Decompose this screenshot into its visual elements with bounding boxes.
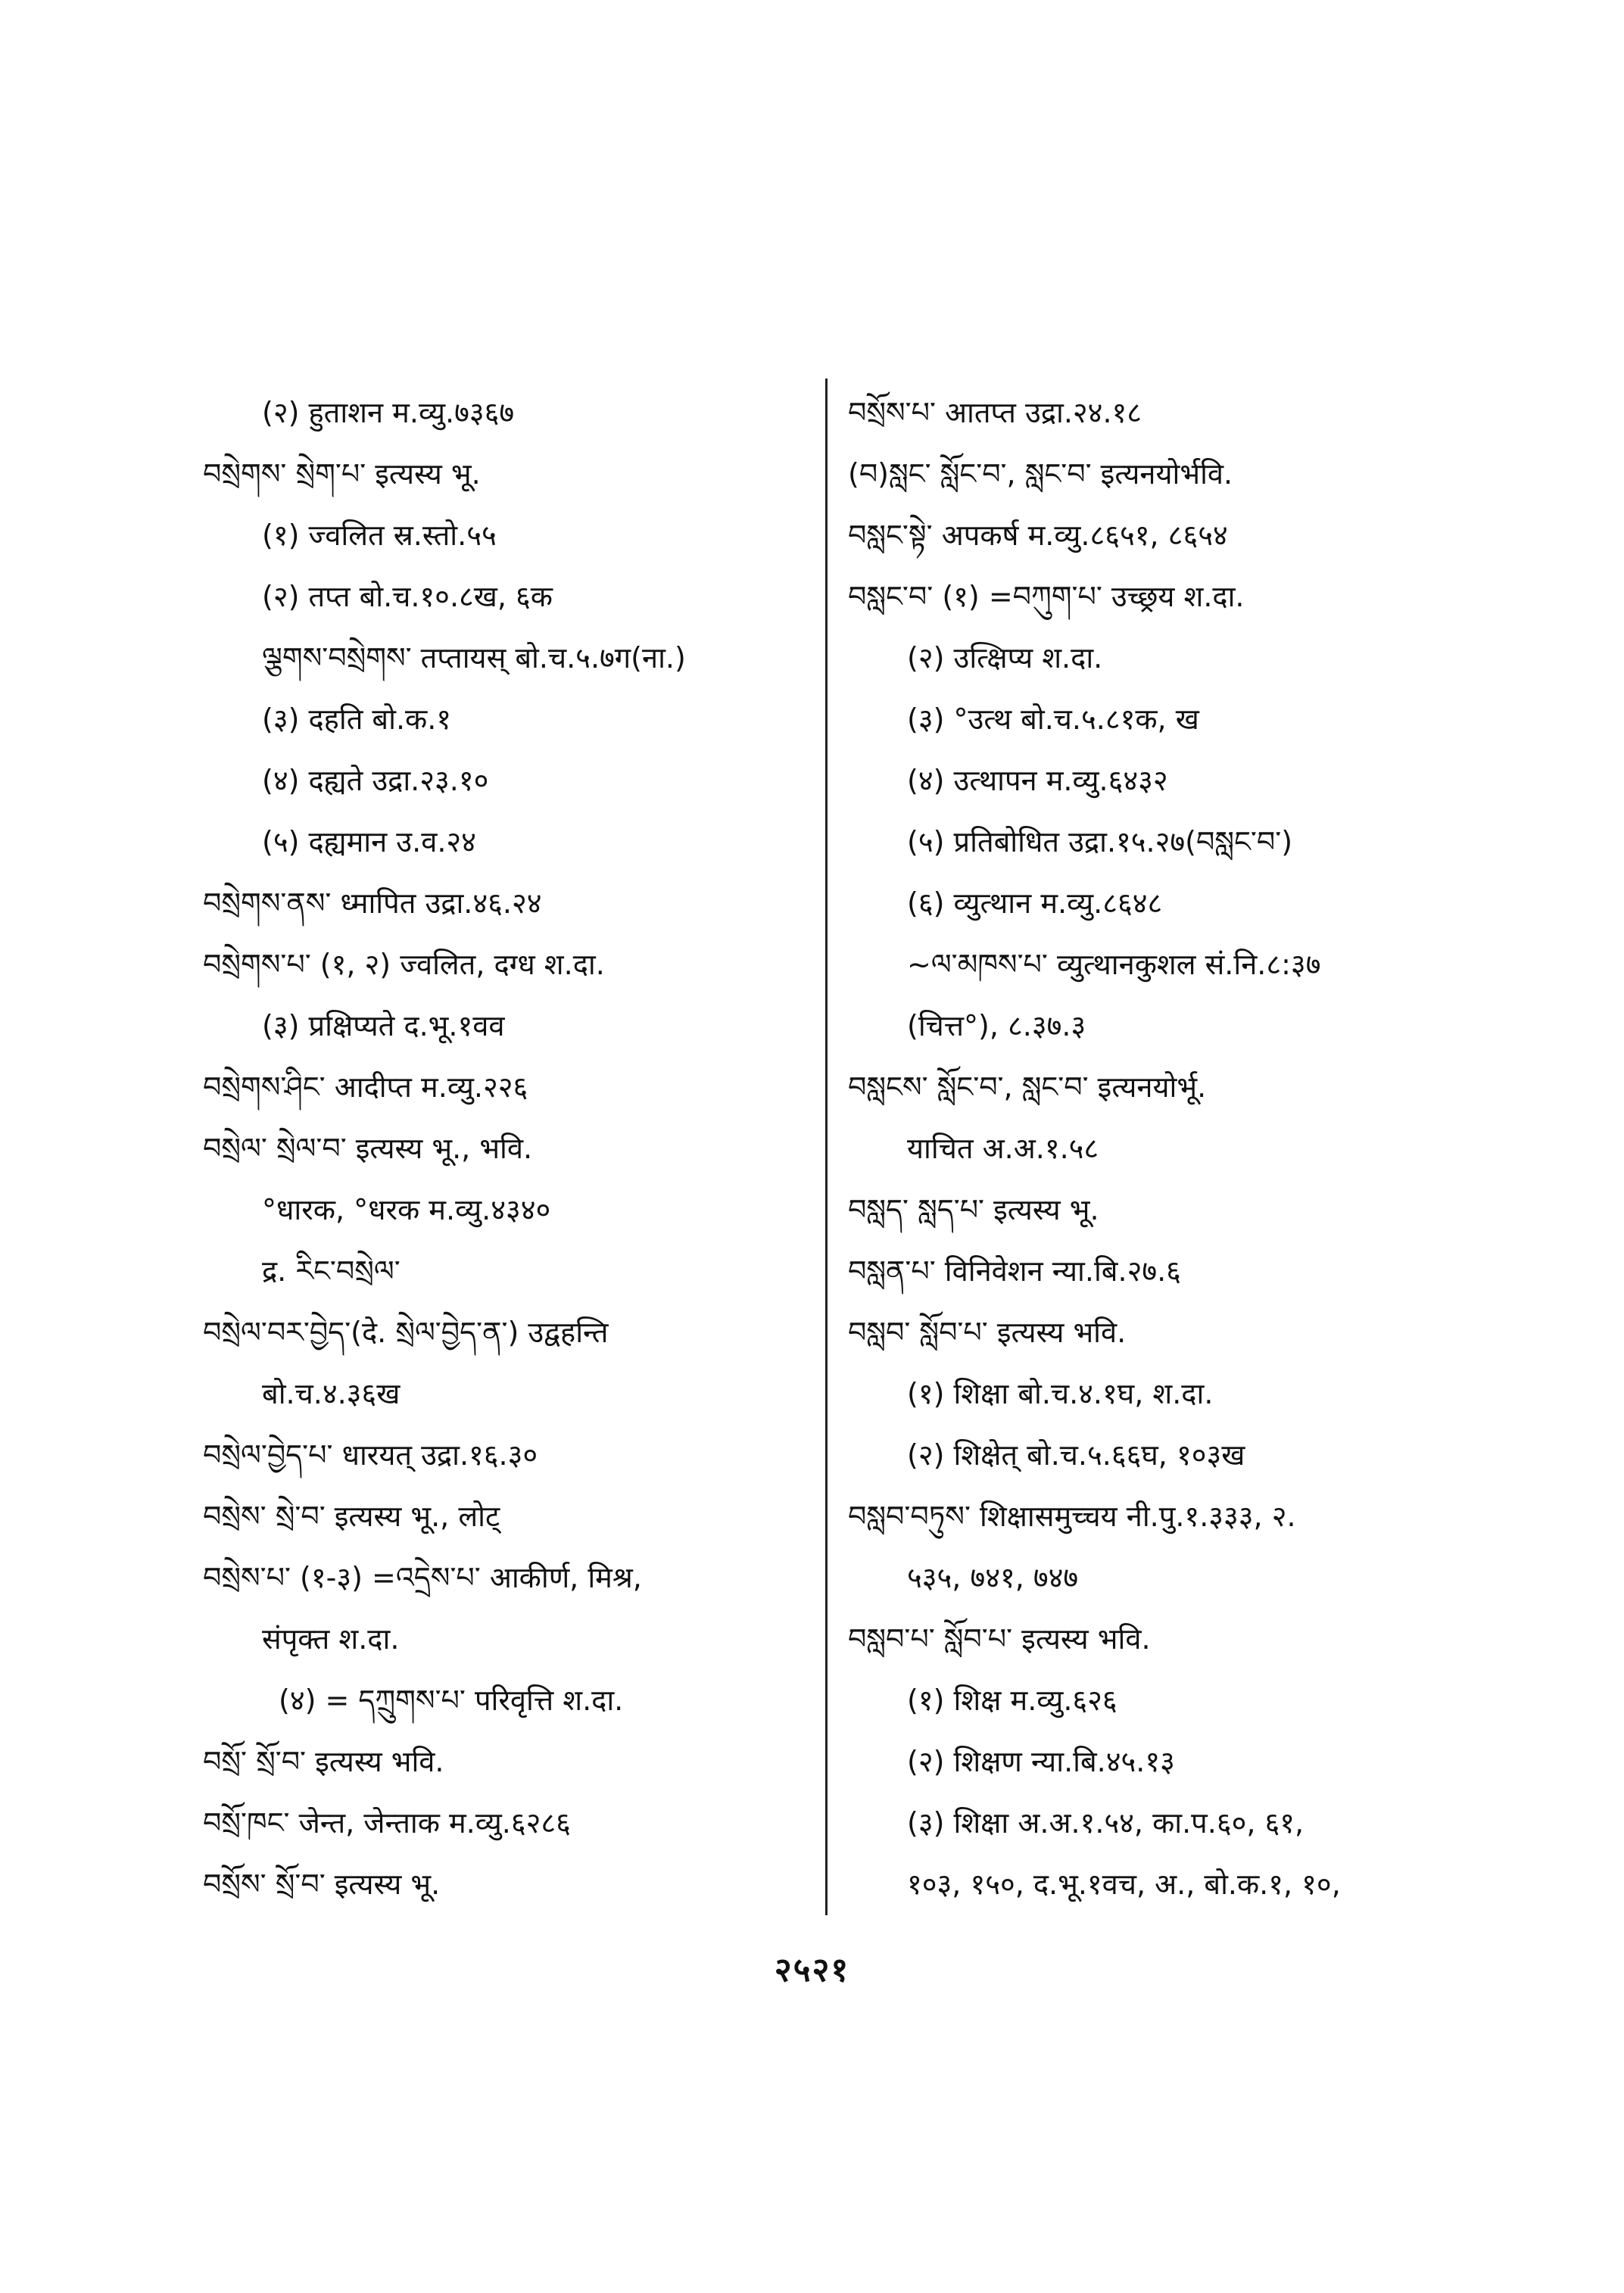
dictionary-sense-line: (३) दहति बो.क.१ — [262, 703, 452, 736]
dictionary-sense-line: (चित्त°), ८.३७.३ — [907, 1009, 1086, 1042]
dictionary-headword-line: བསྲོ་ཁང་ जेन्त, जेन्ताक म.व्यु.६२८६ — [203, 1806, 571, 1840]
dictionary-headword-line: བསླབ་བཏུས་ शिक्षासमुच्चय नी.पु.१.३३३, २. — [848, 1500, 1296, 1533]
dictionary-sense-line: (४) = དཀྲུགས་པ་ परिवृत्ति श.दा. — [279, 1684, 624, 1717]
dictionary-sense-line: °धारक, °धरक म.व्यु.४३४० — [262, 1193, 551, 1226]
dictionary-headword-line: བསྲེལ་ སྲེལ་བ་ इत्यस्य भू., भवि. — [203, 1132, 533, 1165]
dictionary-headword-line: བསྲེགས་ སྲེག་པ་ इत्यस्य भू. — [203, 457, 481, 491]
dictionary-headword-line: བསྲེལ་བར་བྱེད་(दे. སྲེལ་བྱེད་ན་) उद्वहन्ति — [203, 1316, 609, 1349]
dictionary-sense-line: ~ལ་མཁས་པ་ व्युत्थानकुशल सं.नि.८:३७ — [907, 948, 1321, 981]
dictionary-sense-line: १०३, १५०, द.भू.१वच, अ., बो.क.१, १०, — [907, 1868, 1341, 1901]
dictionary-sense-line: (३) शिक्षा अ.अ.१.५४, का.प.६०, ६१, — [907, 1806, 1304, 1840]
dictionary-headword-line: བསླང་སྟེ་ अपकर्ष म.व्यु.८६५१, ८६५४ — [848, 519, 1228, 552]
dictionary-headword-line: བསྲེགས་པ་ (१, २) ज्वलित, दग्ध श.दा. — [203, 948, 605, 981]
dictionary-sense-line: (४) उत्थापन म.व्यु.६४३२ — [907, 764, 1168, 797]
dictionary-sense-line: ལྕགས་བསྲེགས་ तप्तायस् बो.च.५.७ग(ना.) — [262, 641, 686, 675]
left-column — [203, 382, 809, 1915]
page-number: २५२१ — [774, 1951, 850, 1989]
dictionary-headword-line: བསྲེས་ སྲེ་བ་ इत्यस्य भू., लोट् — [203, 1500, 500, 1533]
dictionary-sense-line: (१) शिक्षा बो.च.४.१घ, श.दा. — [907, 1377, 1214, 1410]
dictionary-sense-line: (२) तप्त बो.च.१०.८ख, ६क — [262, 580, 553, 613]
dictionary-sense-line: (२) हुताशन म.व्यु.७३६७ — [262, 396, 515, 429]
dictionary-sense-line: (१) ज्वलित स्र.स्तो.५५ — [262, 519, 497, 552]
dictionary-sense-line: संपृक्त श.दा. — [262, 1622, 400, 1656]
dictionary-sense-line: (२) शिक्षण न्या.बि.४५.१३ — [907, 1745, 1175, 1778]
dictionary-sense-line: (४) दह्यते उद्रा.२३.१० — [262, 764, 489, 797]
dictionary-headword-line: བསླབ་པ་ སློབ་པ་ इत्यस्य भवि. — [848, 1622, 1151, 1656]
dictionary-sense-line: (५) दह्यमान उ.व.२४ — [262, 825, 476, 858]
dictionary-headword-line: བསླད་ སླད་པ་ इत्यस्य भू. — [848, 1193, 1099, 1226]
dictionary-sense-line: याचित अ.अ.१.५८ — [907, 1132, 1099, 1165]
dictionary-sense-line: (३) प्रक्षिप्यते द.भू.१वव — [262, 1009, 505, 1042]
right-column — [848, 382, 1454, 1915]
column-divider — [825, 379, 828, 1915]
dictionary-headword-line: བསྲེས་པ་ (१-३) =འདྲེས་པ་ आकीर्ण, मिश्र, — [203, 1561, 642, 1594]
dictionary-headword-line: བསྲེགས་ནས་ ध्मापित उद्रा.४६.२४ — [203, 886, 542, 920]
dictionary-sense-line: द्र. རིང་བསྲེལ་ — [262, 1254, 401, 1288]
dictionary-headword-line: (བ)སླང་ སློང་བ་, སླང་བ་ इत्यनयोर्भवि. — [848, 457, 1233, 491]
dictionary-headword-line: བསླན་པ་ विनिवेशन न्या.बि.२७.६ — [848, 1254, 1181, 1288]
dictionary-sense-line: (३) °उत्थ बो.च.५.८१क, ख — [907, 703, 1199, 736]
dictionary-sense-line: बो.च.४.३६ख — [262, 1377, 401, 1410]
dictionary-sense-line: (५) प्रतिबोधित उद्रा.१५.२७(བསླང་བ་) — [907, 825, 1293, 858]
dictionary-sense-line: (१) शिक्ष म.व्यु.६२६ — [907, 1684, 1117, 1717]
dictionary-sense-line: ५३५, ७४१, ७४७ — [907, 1561, 1079, 1594]
dictionary-headword-line: བསྲེལ་བྱེད་པ་ धारयत् उद्रा.१६.३० — [203, 1438, 538, 1472]
dictionary-headword-line: བསྲེགས་ཤིང་ आदीप्त म.व्यु.२२६ — [203, 1070, 528, 1104]
dictionary-headword-line: བསྲོ་ སྲོ་བ་ इत्यस्य भवि. — [203, 1745, 444, 1778]
dictionary-headword-line: བསླང་བ་ (१) =བཀུག་པ་ उच्छ्रय श.दा. — [848, 580, 1245, 613]
dictionary-headword-line: བསྲོས་པ་ आतप्त उद्रा.२४.१८ — [848, 396, 1142, 429]
dictionary-sense-line: (६) व्युत्थान म.व्यु.८६४८ — [907, 886, 1163, 920]
dictionary-headword-line: བསླངས་ སློང་བ་, སླང་བ་ इत्यनयोर्भू. — [848, 1070, 1207, 1104]
dictionary-headword-line: བསླབ་ སློབ་པ་ इत्यस्य भवि. — [848, 1316, 1127, 1349]
dictionary-sense-line: (२) शिक्षेत् बो.च.५.६६घ, १०३ख — [907, 1438, 1245, 1472]
dictionary-headword-line: བསྲོས་ སྲོ་བ་ इत्यस्य भू. — [203, 1868, 441, 1901]
dictionary-sense-line: (२) उत्क्षिप्य श.दा. — [907, 641, 1103, 675]
